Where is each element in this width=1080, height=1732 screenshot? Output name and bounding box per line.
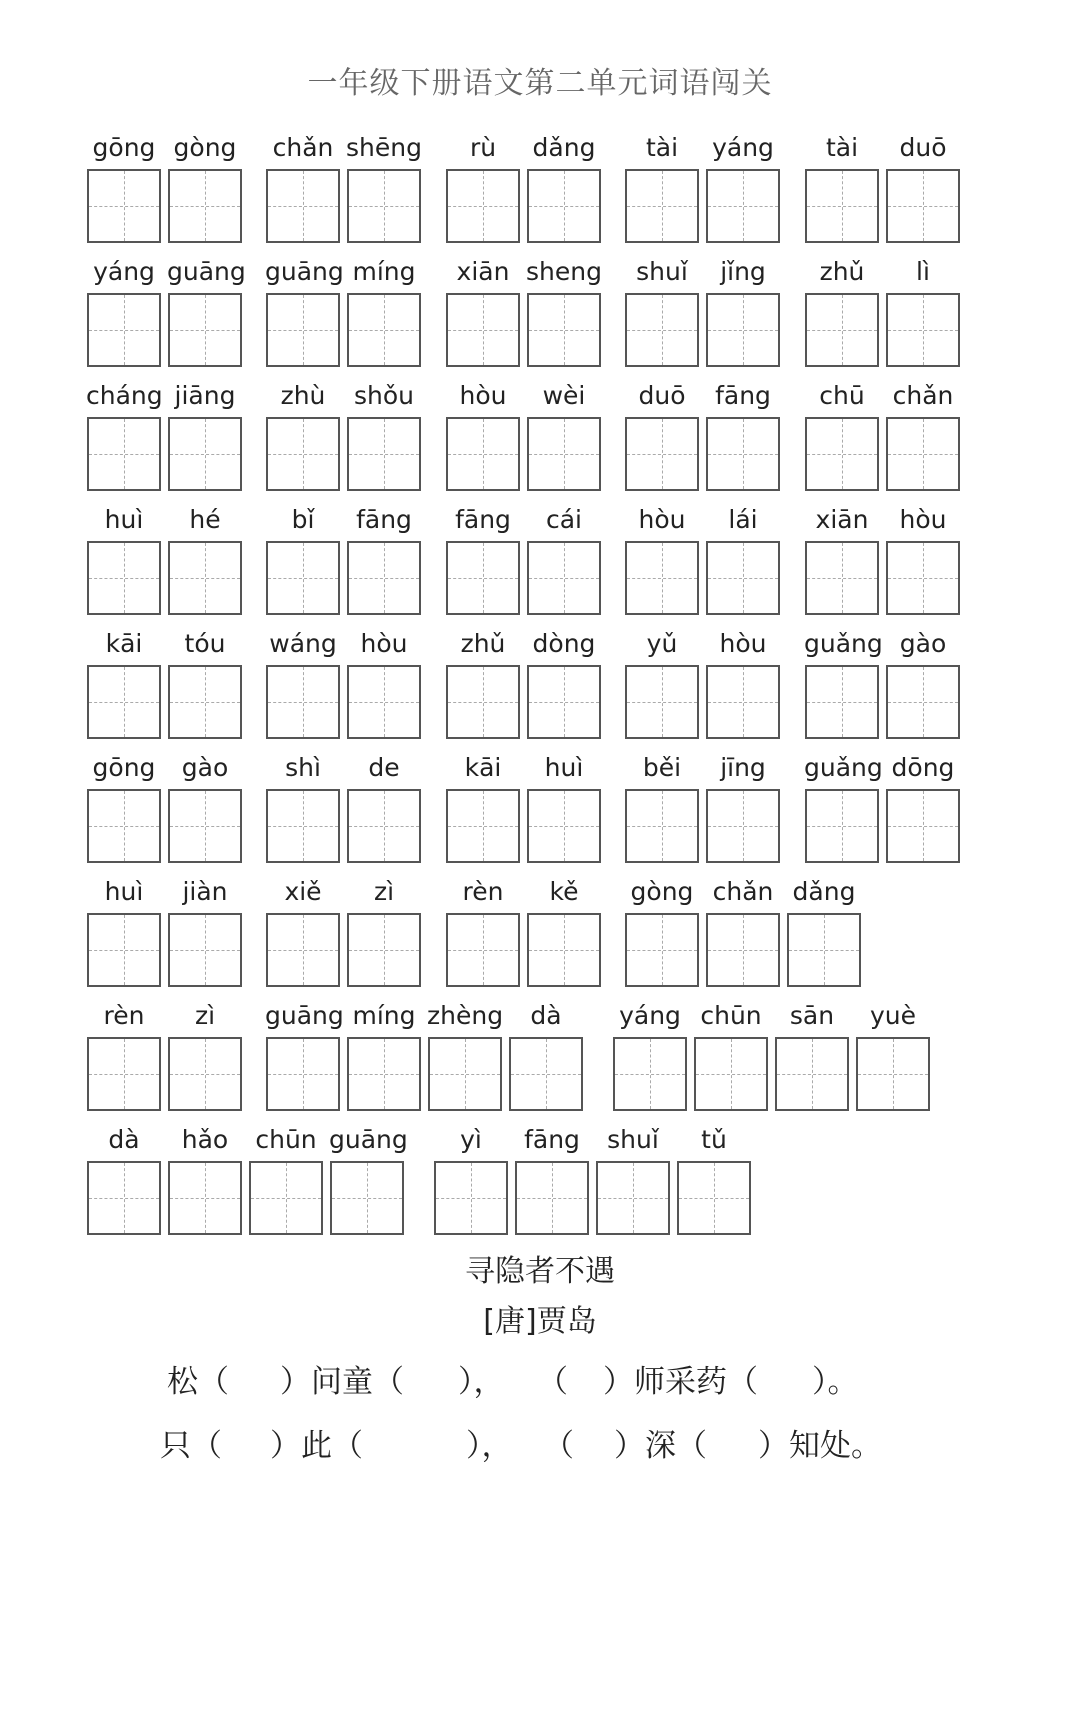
tianzige-box[interactable] — [87, 1161, 161, 1235]
tianzige-box[interactable] — [805, 169, 879, 243]
word-group — [446, 628, 608, 740]
pinyin-label: rèn — [462, 877, 504, 906]
tianzige-box[interactable] — [347, 1037, 421, 1111]
poem-author: [唐]贾岛 — [483, 1304, 597, 1339]
tianzige-box[interactable] — [706, 417, 780, 491]
pinyin-label: wáng — [269, 629, 337, 658]
pinyin-label: duō — [899, 133, 947, 162]
word-group — [266, 752, 428, 864]
tianzige-box[interactable] — [509, 1037, 583, 1111]
poem-line-1-part: ）师采药（ — [603, 1364, 758, 1400]
tianzige-box[interactable] — [527, 789, 601, 863]
tianzige-box[interactable] — [347, 417, 421, 491]
pinyin-label: yuè — [869, 1001, 917, 1030]
pinyin-label: guǎng — [804, 753, 883, 782]
tianzige-box[interactable] — [347, 541, 421, 615]
pinyin-label: rù — [469, 133, 497, 162]
tianzige-box[interactable] — [527, 541, 601, 615]
word-group — [446, 256, 608, 368]
pinyin-label: gōng — [92, 133, 156, 162]
pinyin-label: hòu — [899, 505, 947, 534]
pinyin-label: tóu — [184, 629, 226, 658]
pinyin-label: hòu — [459, 381, 507, 410]
word-group — [87, 1124, 411, 1236]
tianzige-box[interactable] — [347, 169, 421, 243]
word-group — [446, 504, 608, 616]
pinyin-label: jīng — [720, 753, 766, 782]
tianzige-box[interactable] — [87, 913, 161, 987]
pinyin-label: míng — [352, 1001, 416, 1030]
pinyin-label: chū — [819, 381, 865, 410]
tianzige-box[interactable] — [805, 665, 879, 739]
tianzige-box[interactable] — [266, 293, 340, 367]
tianzige-box[interactable] — [446, 417, 520, 491]
pinyin-label: duō — [638, 381, 686, 410]
pinyin-label: guāng — [265, 1001, 344, 1030]
pinyin-label: chūn — [700, 1001, 762, 1030]
pinyin-label: dǎng — [792, 877, 856, 906]
word-group — [625, 380, 787, 492]
tianzige-box[interactable] — [168, 1037, 242, 1111]
tianzige-box[interactable] — [266, 541, 340, 615]
tianzige-box[interactable] — [168, 913, 242, 987]
word-group — [805, 132, 967, 244]
tianzige-box[interactable] — [527, 293, 601, 367]
pinyin-label: zì — [373, 877, 395, 906]
pinyin-label: tǔ — [701, 1125, 727, 1154]
poem-line-1-part: ）， — [458, 1364, 505, 1400]
pinyin-label: hǎo — [181, 1125, 229, 1154]
tianzige-box[interactable] — [527, 169, 601, 243]
tianzige-box[interactable] — [625, 293, 699, 367]
pinyin-label: yì — [460, 1125, 482, 1154]
tianzige-box[interactable] — [706, 913, 780, 987]
pinyin-label: gòng — [173, 133, 237, 162]
tianzige-box[interactable] — [446, 541, 520, 615]
tianzige-box[interactable] — [886, 789, 960, 863]
pinyin-label: yáng — [712, 133, 774, 162]
tianzige-box[interactable] — [805, 789, 879, 863]
tianzige-box[interactable] — [87, 665, 161, 739]
pinyin-label: chǎn — [892, 381, 954, 410]
tianzige-box[interactable] — [706, 293, 780, 367]
tianzige-box[interactable] — [347, 913, 421, 987]
word-group — [625, 256, 787, 368]
word-group — [266, 504, 428, 616]
word-group — [625, 504, 787, 616]
tianzige-box[interactable] — [168, 169, 242, 243]
tianzige-box[interactable] — [168, 293, 242, 367]
pinyin-label: dǎng — [532, 133, 596, 162]
word-group — [87, 876, 249, 988]
pinyin-label: jiàn — [182, 877, 228, 906]
tianzige-box[interactable] — [886, 541, 960, 615]
pinyin-label: yáng — [619, 1001, 681, 1030]
tianzige-box[interactable] — [428, 1037, 502, 1111]
tianzige-box[interactable] — [87, 417, 161, 491]
word-group — [266, 1000, 590, 1112]
tianzige-box[interactable] — [706, 541, 780, 615]
tianzige-box[interactable] — [625, 169, 699, 243]
tianzige-box[interactable] — [446, 169, 520, 243]
pinyin-label: chūn — [255, 1125, 317, 1154]
tianzige-box[interactable] — [625, 541, 699, 615]
pinyin-label: tài — [825, 133, 859, 162]
poem-line-2-part: ）知处。 — [758, 1428, 882, 1464]
pinyin-label: jiāng — [174, 381, 236, 410]
tianzige-box[interactable] — [87, 789, 161, 863]
tianzige-box[interactable] — [706, 169, 780, 243]
pinyin-label: xiě — [284, 877, 322, 906]
tianzige-box[interactable] — [168, 541, 242, 615]
tianzige-box[interactable] — [625, 665, 699, 739]
pinyin-label: shuǐ — [607, 1125, 659, 1154]
tianzige-box[interactable] — [625, 789, 699, 863]
tianzige-box[interactable] — [168, 1161, 242, 1235]
word-group — [446, 380, 608, 492]
pinyin-label: fāng — [455, 505, 511, 534]
pinyin-label: de — [368, 753, 400, 782]
pinyin-label: zì — [194, 1001, 216, 1030]
pinyin-label: zhèng — [427, 1001, 504, 1030]
tianzige-box[interactable] — [886, 665, 960, 739]
pinyin-label: lì — [916, 257, 930, 286]
tianzige-box[interactable] — [87, 541, 161, 615]
pinyin-label: guāng — [265, 257, 344, 286]
word-group — [87, 256, 249, 368]
word-group — [87, 628, 249, 740]
pinyin-label: kāi — [105, 629, 143, 658]
poem-line-2-part: ）深（ — [614, 1428, 707, 1464]
pinyin-label: hé — [189, 505, 221, 534]
pinyin-label: hòu — [360, 629, 408, 658]
pinyin-label: yǔ — [646, 629, 678, 658]
pinyin-label: gào — [181, 753, 229, 782]
pinyin-label: huì — [544, 753, 584, 782]
pinyin-label: dōng — [891, 753, 955, 782]
pinyin-label: hòu — [719, 629, 767, 658]
pinyin-label: fāng — [524, 1125, 580, 1154]
tianzige-box[interactable] — [694, 1037, 768, 1111]
poem-line-2-part: ）此（ — [270, 1428, 363, 1464]
word-group — [87, 132, 249, 244]
tianzige-box[interactable] — [347, 293, 421, 367]
tianzige-box[interactable] — [446, 913, 520, 987]
word-group — [87, 752, 249, 864]
pinyin-label: xiān — [815, 505, 869, 534]
tianzige-box[interactable] — [266, 913, 340, 987]
tianzige-box[interactable] — [677, 1161, 751, 1235]
tianzige-box[interactable] — [527, 417, 601, 491]
tianzige-box[interactable] — [446, 665, 520, 739]
tianzige-box[interactable] — [596, 1161, 670, 1235]
pinyin-label: tài — [645, 133, 679, 162]
tianzige-box[interactable] — [805, 293, 879, 367]
pinyin-label: kāi — [464, 753, 502, 782]
word-group — [446, 752, 608, 864]
tianzige-box[interactable] — [706, 665, 780, 739]
pinyin-label: chǎn — [272, 133, 334, 162]
pinyin-label: fāng — [356, 505, 412, 534]
pinyin-label: chǎn — [712, 877, 774, 906]
pinyin-label: huì — [104, 505, 144, 534]
pinyin-label: hòu — [638, 505, 686, 534]
word-group — [266, 380, 428, 492]
tianzige-box[interactable] — [168, 417, 242, 491]
poem-line-2-part: （ — [543, 1428, 574, 1464]
tianzige-box[interactable] — [87, 169, 161, 243]
word-group — [266, 132, 428, 244]
word-group — [434, 1124, 758, 1236]
tianzige-box[interactable] — [266, 169, 340, 243]
pinyin-label: kě — [549, 877, 579, 906]
pinyin-label: guāng — [329, 1125, 408, 1154]
pinyin-label: gòng — [630, 877, 694, 906]
tianzige-box[interactable] — [886, 417, 960, 491]
poem-line-1 — [0, 1360, 1080, 1404]
tianzige-box[interactable] — [613, 1037, 687, 1111]
pinyin-label: huì — [104, 877, 144, 906]
pinyin-label: bǐ — [291, 505, 315, 534]
pinyin-label: jǐng — [720, 257, 766, 286]
tianzige-box[interactable] — [266, 789, 340, 863]
pinyin-label: zhǔ — [819, 257, 865, 286]
tianzige-box[interactable] — [625, 913, 699, 987]
tianzige-box[interactable] — [706, 789, 780, 863]
word-group — [446, 876, 608, 988]
poem-line-1-part: ）问童（ — [280, 1364, 404, 1400]
poem-line-2-part: ）， — [466, 1428, 513, 1464]
tianzige-box[interactable] — [330, 1161, 404, 1235]
poem-line-2-part: 只（ — [160, 1428, 222, 1464]
pinyin-label: zhǔ — [460, 629, 506, 658]
tianzige-box[interactable] — [168, 665, 242, 739]
poem-line-1-part: （ — [537, 1364, 568, 1400]
pinyin-label: sān — [789, 1001, 835, 1030]
word-group — [625, 132, 787, 244]
tianzige-box[interactable] — [168, 789, 242, 863]
pinyin-label: gōng — [92, 753, 156, 782]
word-group — [625, 876, 868, 988]
poem-line-1-part: ）。 — [812, 1364, 859, 1400]
tianzige-box[interactable] — [446, 789, 520, 863]
pinyin-label: fāng — [715, 381, 771, 410]
tianzige-box[interactable] — [347, 665, 421, 739]
pinyin-label: shì — [285, 753, 321, 782]
pinyin-label: guǎng — [804, 629, 883, 658]
pinyin-label: dòng — [532, 629, 596, 658]
pinyin-label: lái — [728, 505, 758, 534]
pinyin-label: shēng — [346, 133, 422, 162]
pinyin-label: guāng — [167, 257, 246, 286]
pinyin-label: gào — [899, 629, 947, 658]
poem-line-2 — [0, 1424, 1080, 1468]
poem-line-1-part: 松（ — [167, 1364, 229, 1400]
tianzige-box[interactable] — [347, 789, 421, 863]
word-group — [266, 628, 428, 740]
tianzige-box[interactable] — [249, 1161, 323, 1235]
word-group — [805, 504, 967, 616]
tianzige-box[interactable] — [434, 1161, 508, 1235]
word-group — [805, 256, 967, 368]
word-group — [805, 752, 967, 864]
tianzige-box[interactable] — [446, 293, 520, 367]
pinyin-label: běi — [642, 753, 682, 782]
pinyin-label: shuǐ — [636, 257, 688, 286]
tianzige-box[interactable] — [266, 417, 340, 491]
word-group — [625, 628, 787, 740]
pinyin-label: cái — [545, 505, 582, 534]
pinyin-label: dà — [108, 1125, 140, 1154]
tianzige-box[interactable] — [856, 1037, 930, 1111]
tianzige-box[interactable] — [266, 1037, 340, 1111]
word-group — [613, 1000, 937, 1112]
word-group — [805, 628, 967, 740]
tianzige-box[interactable] — [787, 913, 861, 987]
tianzige-box[interactable] — [527, 913, 601, 987]
pinyin-label: sheng — [526, 257, 602, 286]
tianzige-box[interactable] — [805, 541, 879, 615]
pinyin-label: wèi — [542, 381, 586, 410]
pinyin-label: yáng — [93, 257, 155, 286]
tianzige-box[interactable] — [886, 293, 960, 367]
pinyin-label: shǒu — [353, 381, 414, 410]
pinyin-label: cháng — [86, 381, 163, 410]
page-title: 一年级下册语文第二单元词语闯关 — [307, 66, 773, 101]
pinyin-label: xiān — [456, 257, 510, 286]
word-group — [625, 752, 787, 864]
tianzige-box[interactable] — [886, 169, 960, 243]
word-group — [87, 1000, 249, 1112]
pinyin-label: rèn — [103, 1001, 145, 1030]
tianzige-box[interactable] — [775, 1037, 849, 1111]
tianzige-box[interactable] — [527, 665, 601, 739]
poem-title: 寻隐者不遇 — [465, 1254, 615, 1289]
word-group — [87, 380, 249, 492]
word-group — [805, 380, 967, 492]
word-group — [266, 876, 428, 988]
tianzige-box[interactable] — [515, 1161, 589, 1235]
tianzige-box[interactable] — [625, 417, 699, 491]
tianzige-box[interactable] — [266, 665, 340, 739]
word-group — [87, 504, 249, 616]
tianzige-box[interactable] — [805, 417, 879, 491]
pinyin-label: míng — [352, 257, 416, 286]
tianzige-box[interactable] — [87, 293, 161, 367]
word-group — [266, 256, 428, 368]
pinyin-label: dà — [530, 1001, 562, 1030]
tianzige-box[interactable] — [87, 1037, 161, 1111]
word-group — [446, 132, 608, 244]
pinyin-label: zhù — [280, 381, 326, 410]
